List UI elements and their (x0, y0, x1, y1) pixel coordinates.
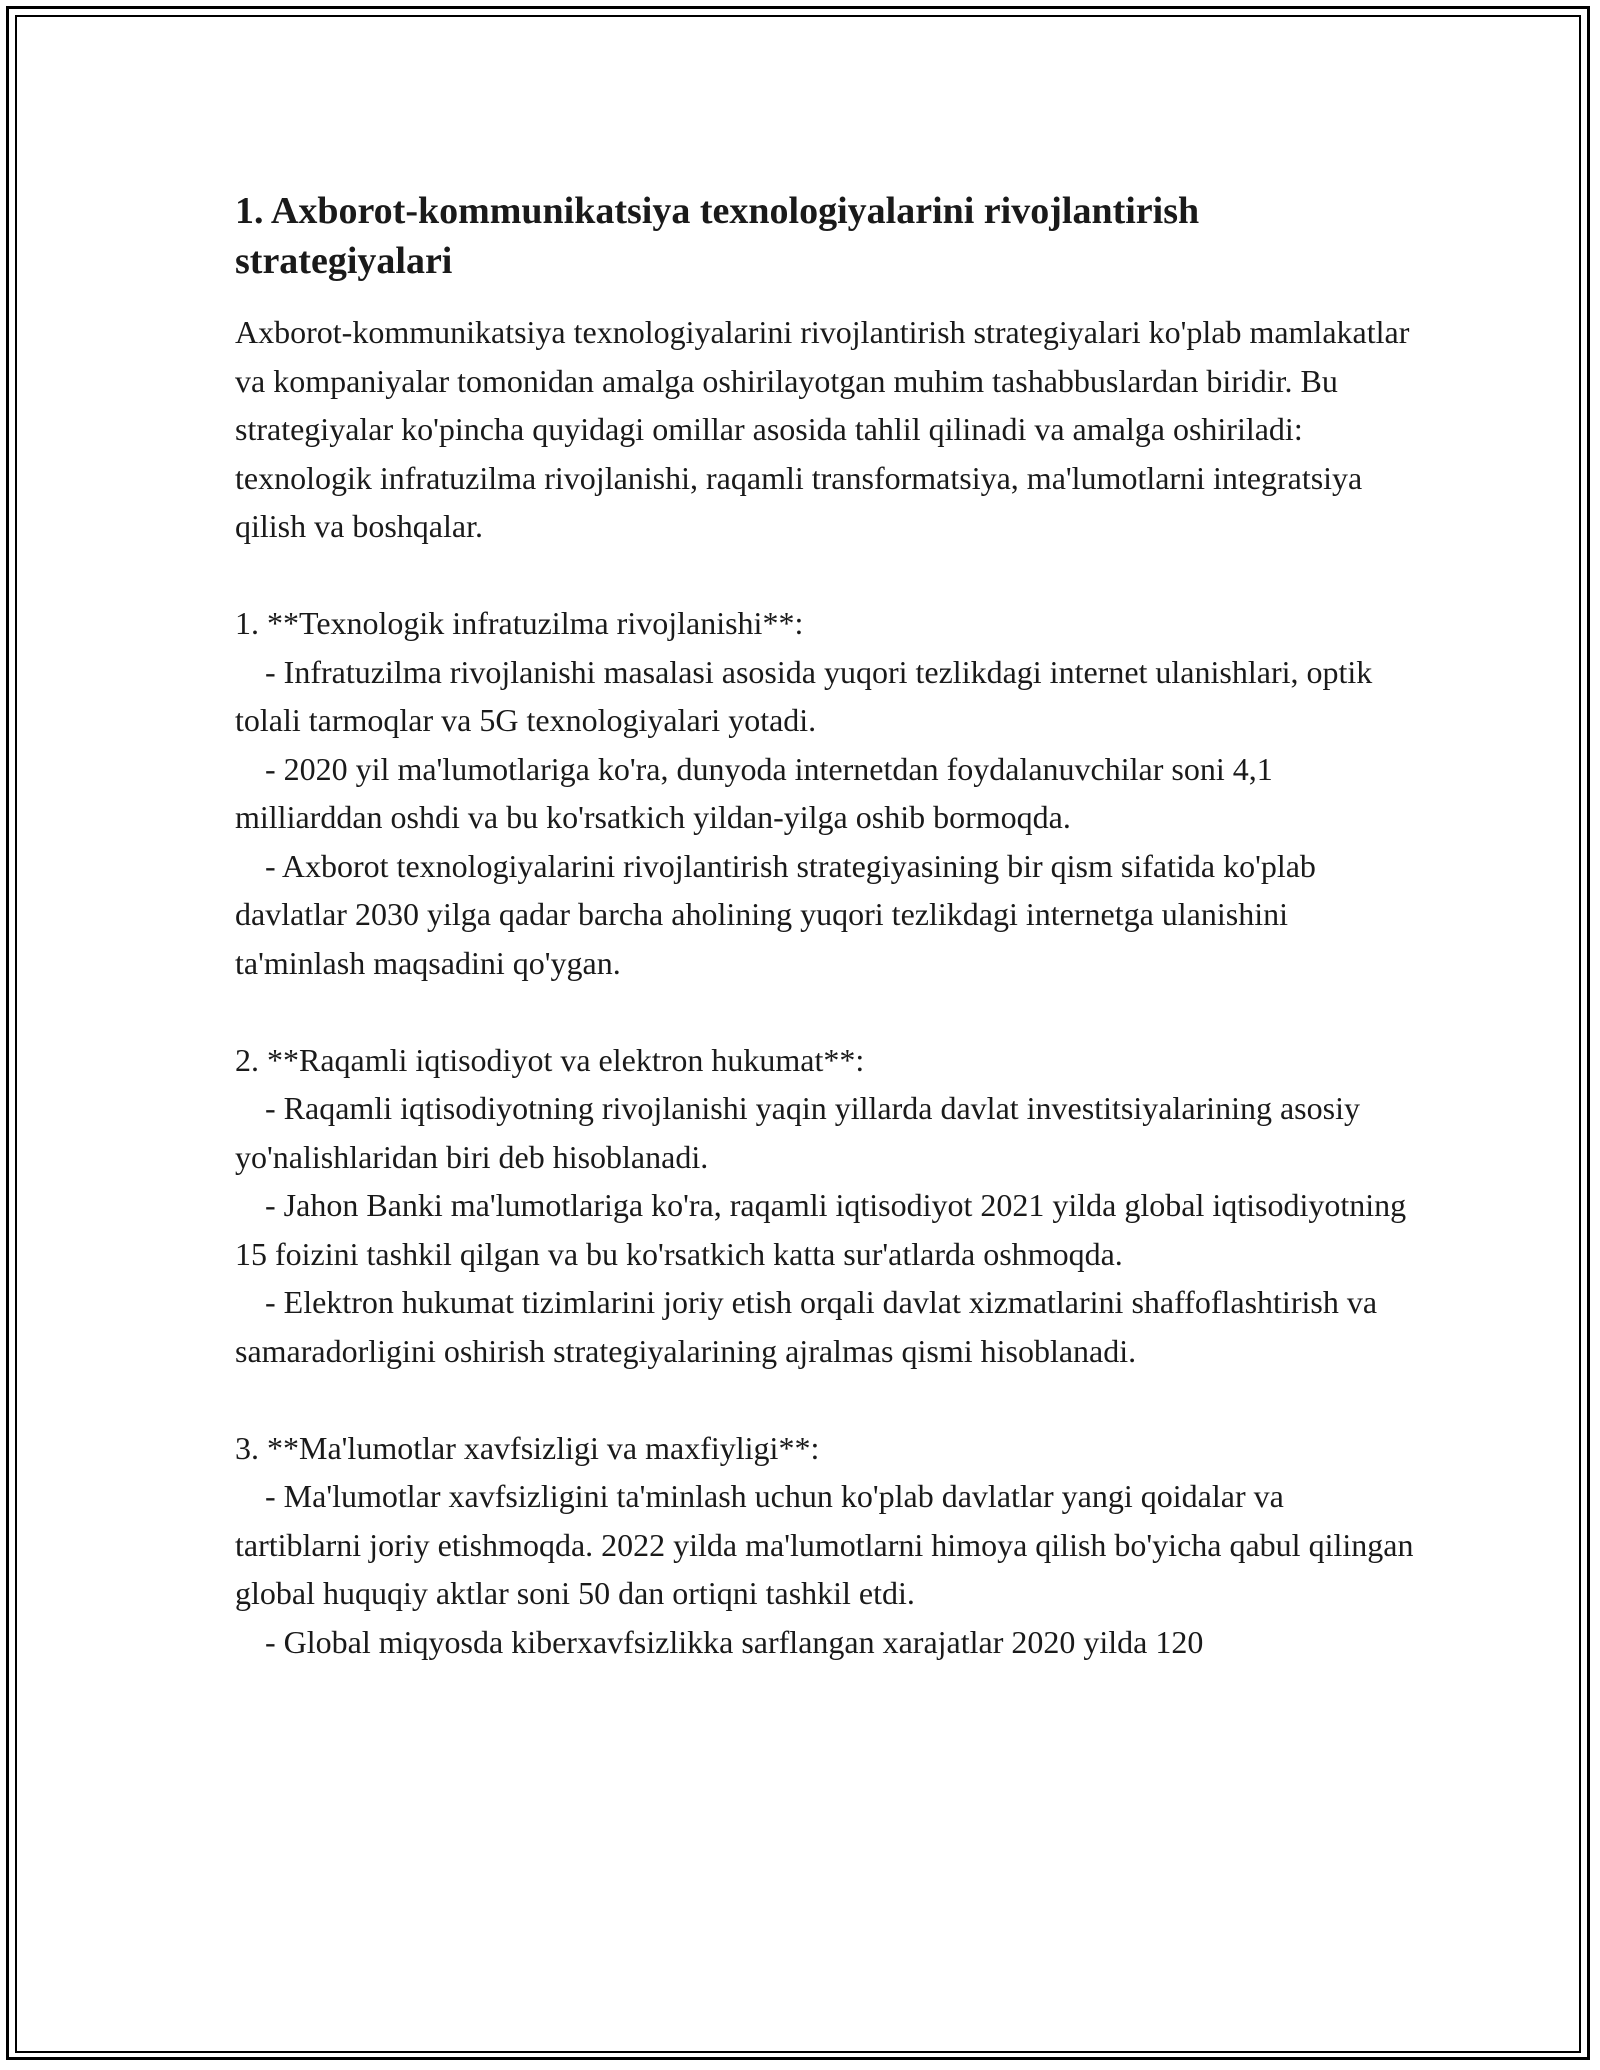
section-heading: 2. **Raqamli iqtisodiyot va elektron hukumat**: (235, 1041, 865, 1078)
bullet-item: - Jahon Banki ma'lumotlariga ko'ra, raqamli iqtisodiyot 2021 yilda global iqtisodiyotning 15 foizini tashkil qilgan va bu ko'rsatkich katta sur'atlarda oshmoqda. (235, 1187, 1407, 1272)
section-heading: 1. **Texnologik infratuzilma rivojlanishi**: (235, 605, 804, 641)
spacer (235, 987, 1415, 1036)
spacer (235, 1375, 1415, 1424)
section-1 (235, 599, 1415, 987)
bullet-item: - Axborot texnologiyalarini rivojlantirish strategiyasining bir qism sifatida ko'plab davlatlar 2030 yilga qadar barcha aholining yuqori tezlikdagi internetga ulanishini ta'minlash maqsadini qo'ygan. (235, 847, 1316, 981)
section-3 (235, 1424, 1415, 1667)
bullet-item: - Global miqyosda kiberxavfsizlikka sarflangan xarajatlar 2020 yilda 120 (265, 1623, 1204, 1660)
bullet-item: - Infratuzilma rivojlanishi masalasi asosida yuqori tezlikdagi internet ulanishlari, optik tolali tarmoqlar va 5G texnologiyalari yotadi. (235, 653, 1373, 738)
spacer (235, 551, 1415, 600)
bullet-item: - Ma'lumotlar xavfsizligini ta'minlash uchun ko'plab davlatlar yangi qoidalar va tartiblarni joriy etishmoqda. 2022 yilda ma'lumotlarni himoya qilish bo'yicha qabul qilingan global huquqiy aktlar soni 50 dan ortiqni tashkil etdi. (235, 1478, 1414, 1611)
document-body (235, 186, 1418, 1666)
bullet-item: - Elektron hukumat tizimlarini joriy etish orqali davlat xizmatlarini shaffoflashtirish va samaradorligini oshirish strategiyalarining ajralmas qismi hisoblanadi. (235, 1284, 1378, 1369)
intro-paragraph: Axborot-kommunikatsiya texnologiyalarini rivojlantirish strategiyalari ko'plab mamlakatlar va kompaniyalar tomonidan amalga oshirilayotgan muhim tashabbuslardan biridir. Bu strategiyalar ko'pincha quyidagi omillar asosida tahlil qilinadi va amalga oshiriladi: texnologik infratuzilma rivojlanishi, raqamli transformatsiya, ma'lumotlarni integratsiya qilish va boshqalar. (235, 314, 1418, 544)
section-2 (235, 1036, 1415, 1376)
bullet-item: - 2020 yil ma'lumotlariga ko'ra, dunyoda internetdan foydalanuvchilar soni 4,1 milliarddan oshdi va bu ko'rsatkich yildan-yilga oshib bormoqda. (235, 750, 1273, 835)
bullet-item: - Raqamli iqtisodiyotning rivojlanishi yaqin yillarda davlat investitsiyalarining asosiy yo'nalishlaridan biri deb hisoblanadi. (235, 1090, 1360, 1175)
section-heading: 3. **Ma'lumotlar xavfsizligi va maxfiyligi**: (235, 1429, 820, 1466)
document-title: 1. Axborot-kommunikatsiya texnologiyalarini rivojlantirish strategiyalari (235, 190, 1200, 282)
